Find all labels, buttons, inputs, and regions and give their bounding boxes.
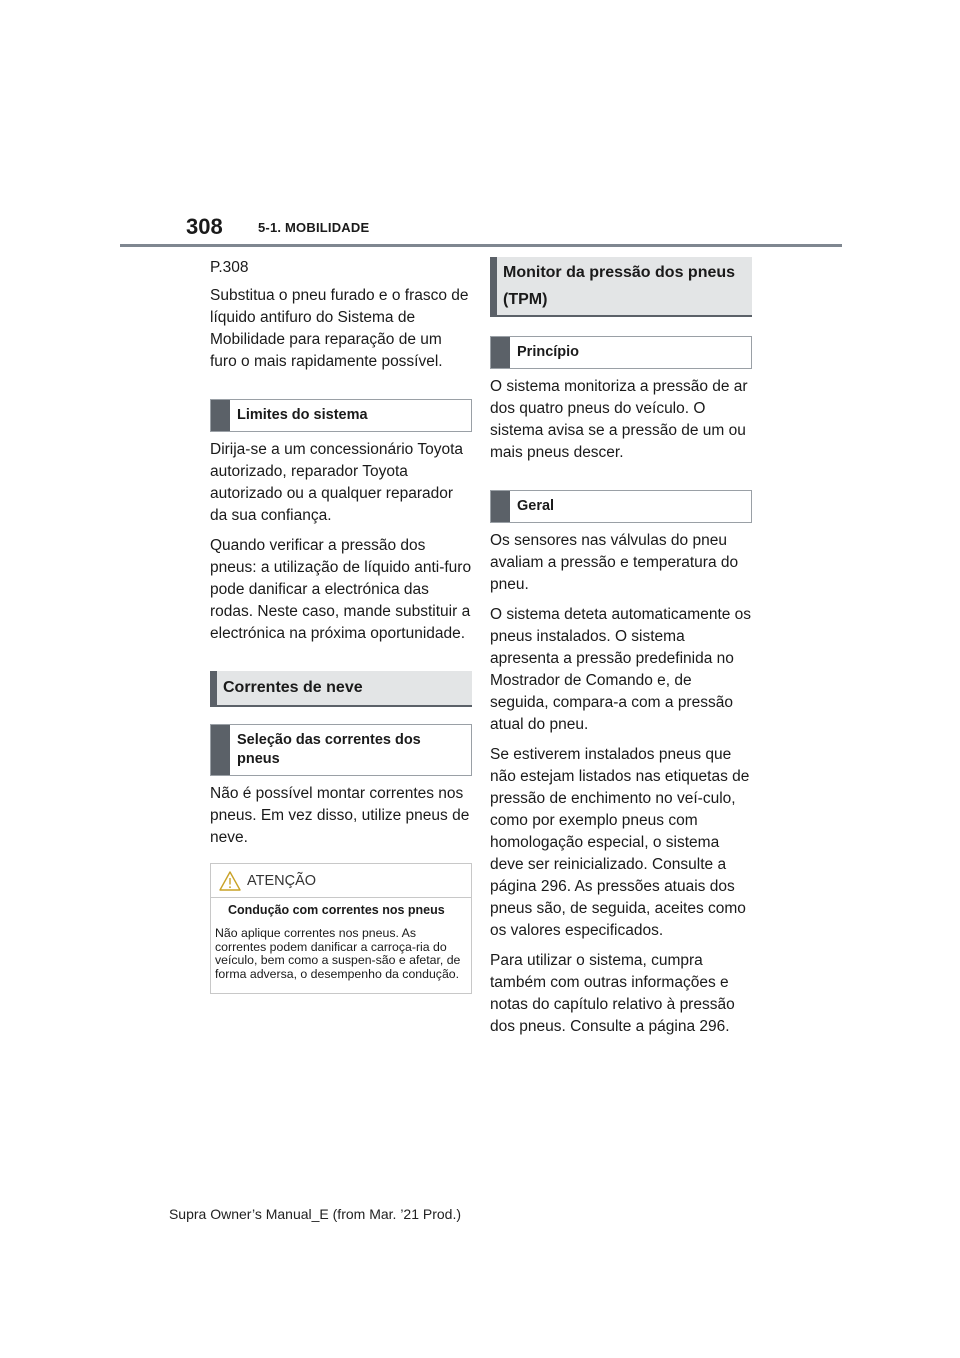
page-number: 308 [186, 214, 223, 239]
general-paragraph-4: Para utilizar o sistema, cumpra também com outras informações e notas do capítulo relativo à pressão dos pneus. Consulte a página 296. [490, 952, 735, 1035]
general-paragraph-3: Se estiverem instalados pneus que não estejam listados nas etiquetas de pressão de enchimento no veí-culo, como por exemplo pneus com homologação especial, o sistema deve ser reinicializado. Consulte a página 296. As pressões atuais dos pneus são, de seguida, aceites como os valores especificados. [490, 746, 750, 939]
intro-reference: P.308 [210, 259, 249, 276]
left-column [210, 257, 472, 994]
general-paragraph-2: O sistema deteta automaticamente os pneus instalados. O sistema apresenta a pressão predefinida no Mostrador de Comando e, de seguida, compara-a com a pressão atual do pneu. [490, 606, 752, 733]
warning-title: Condução com correntes nos pneus [228, 903, 445, 917]
principle-heading: Princípio [490, 336, 752, 369]
tpm-heading: Monitor da pressão dos pneus (TPM) [490, 257, 752, 317]
footer-text: Supra Owner’s Manual_E (from Mar. ’21 Prod.) [168, 1206, 462, 1222]
section-label: 5-1. MOBILIDADE [258, 220, 370, 235]
general-heading: Geral [490, 490, 752, 523]
warning-box [210, 863, 472, 994]
warning-label: ATENÇÃO [247, 873, 317, 889]
right-column [490, 257, 752, 1046]
chains-subheading: Seleção das correntes dos pneus [210, 724, 472, 776]
chains-paragraph: Não é possível montar correntes nos pneus. Em vez disso, utilize pneus de neve. [210, 785, 470, 846]
chains-heading: Correntes de neve [210, 671, 472, 707]
principle-paragraph: O sistema monitoriza a pressão de ar dos quatro pneus do veículo. O sistema avisa se a pressão de um ou mais pneus descer. [490, 378, 748, 461]
limits-paragraph-1: Dirija-se a um concessionário Toyota autorizado, reparador Toyota autorizado ou a qualquer reparador da sua confiança. [210, 441, 463, 524]
intro-paragraph: Substitua o pneu furado e o frasco de líquido antifuro do Sistema de Mobilidade para reparação de um furo o mais rapidamente possível. [210, 287, 469, 370]
warning-title-row [211, 864, 471, 898]
limits-paragraph-2: Quando verificar a pressão dos pneus: a utilização de líquido anti-furo pode danificar a electrónica das rodas. Neste caso, mande substituir a electrónica na próxima oportunidade. [210, 537, 472, 642]
general-paragraph-1: Os sensores nas válvulas do pneu avaliam a pressão e temperatura do pneu. [490, 532, 739, 593]
limits-heading: Limites do sistema [210, 399, 472, 432]
warning-triangle-icon [219, 871, 241, 891]
warning-text: Não aplique correntes nos pneus. As correntes podem danificar a carroça-ria do veículo, bem como a suspen-são e afetar, de forma adversa, o desempenho da condução. [215, 926, 461, 981]
header-rule [120, 244, 842, 247]
